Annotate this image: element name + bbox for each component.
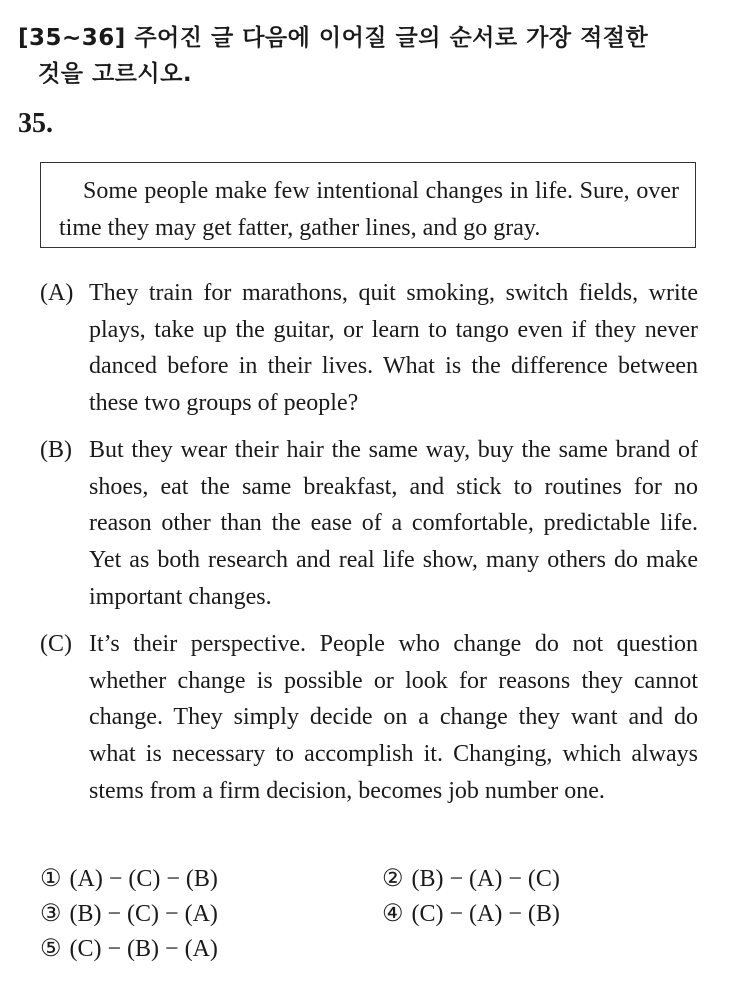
- paragraph-text: They train for marathons, quit smoking, switch fields, write plays, take up the guitar, or learn to tango even if they never danced before in their lives. What is the difference between these two groups of people?: [89, 280, 698, 417]
- choice-number: ⑤: [40, 936, 62, 962]
- paragraph-a: [40, 275, 698, 422]
- paragraph-label: (C): [40, 631, 72, 657]
- choice-text: (B) − (C) − (A): [69, 901, 218, 927]
- paragraph-text: It’s their perspective. People who change do not question whether change is possible or look for reasons they cannot change. They simply decide on a change they want and do what is necessary to accomplish it. Changing, which always stems from a firm decision, becomes job number one.: [89, 631, 698, 804]
- given-text-box: [40, 162, 696, 248]
- choice-text: (C) − (A) − (B): [411, 901, 560, 927]
- instruction-line-1: [35~36] 주어진 글 다음에 이어질 글의 순서로 가장 적절한: [18, 25, 649, 51]
- instruction-line-2: 것을 고르시오.: [38, 61, 193, 87]
- choice-text: (A) − (C) − (B): [69, 866, 218, 892]
- question-number: 35.: [18, 108, 53, 139]
- choice-3[interactable]: [40, 897, 218, 932]
- choice-4[interactable]: [382, 897, 560, 932]
- choice-number: ①: [40, 866, 62, 892]
- choice-2[interactable]: [382, 862, 560, 897]
- choice-5[interactable]: [40, 932, 218, 967]
- choice-1[interactable]: [40, 862, 218, 897]
- given-text: Some people make few intentional changes in life. Sure, over time they may get fatter, gather lines, and go gray.: [59, 178, 679, 241]
- instruction-heading: [18, 20, 718, 92]
- paragraph-c: [40, 626, 698, 810]
- choice-number: ③: [40, 901, 62, 927]
- choice-text: (C) − (B) − (A): [69, 936, 218, 962]
- paragraph-b: [40, 432, 698, 616]
- paragraph-label: (B): [40, 437, 72, 463]
- paragraph-text: But they wear their hair the same way, buy the same brand of shoes, eat the same breakfast, and stick to routines for no reason other than the ease of a comfortable, predictable life. Yet as both research and real life show, many others do make important changes.: [89, 437, 698, 610]
- paragraph-label: (A): [40, 280, 74, 306]
- choice-number: ④: [382, 901, 404, 927]
- choice-text: (B) − (A) − (C): [411, 866, 560, 892]
- choice-number: ②: [382, 866, 404, 892]
